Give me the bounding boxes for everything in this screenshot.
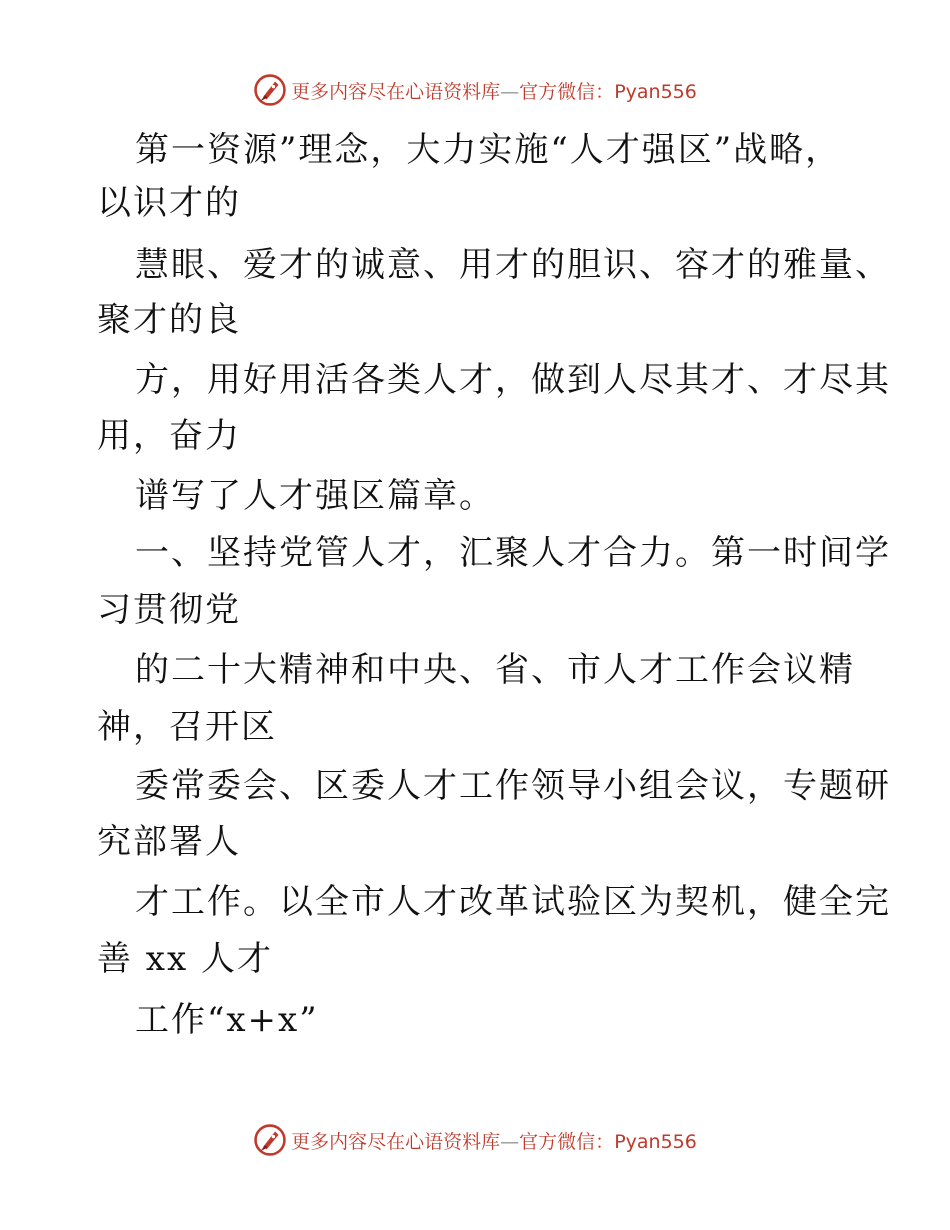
pen-nib-logo-icon [253, 1123, 287, 1157]
text-line: 聚才的良 [97, 300, 241, 340]
text-line: 用，奋力 [97, 416, 241, 456]
watermark-text: 更多内容尽在心语资料库—官方微信：Pyan556 [291, 1130, 697, 1153]
text-line: 神，召开区 [97, 707, 277, 747]
text-line: 以识才的 [97, 183, 241, 223]
text-line: 慧眼、爱才的诚意、用才的胆识、容才的雅量、 [135, 245, 891, 285]
pen-nib-logo-icon [253, 73, 287, 107]
text-line: 委常委会、区委人才工作领导小组会议，专题研 [135, 766, 891, 806]
text-line: 第一资源”理念，大力实施“人才强区”战略， [135, 130, 842, 170]
text-line: 工作“x+x” [135, 1000, 319, 1040]
text-line: 方，用好用活各类人才，做到人尽其才、才尽其 [135, 360, 891, 400]
text-line: 的二十大精神和中央、省、市人才工作会议精 [135, 650, 855, 690]
text-line: 一、坚持党管人才，汇聚人才合力。第一时间学 [135, 533, 891, 573]
watermark-text: 更多内容尽在心语资料库—官方微信：Pyan556 [291, 80, 697, 103]
text-line: 习贯彻党 [97, 590, 241, 630]
text-line: 究部署人 [97, 822, 241, 862]
footer-watermark [0, 1120, 950, 1160]
text-line: 善 xx 人才 [97, 939, 273, 979]
header-watermark [0, 70, 950, 110]
text-line: 才工作。以全市人才改革试验区为契机，健全完 [135, 882, 891, 922]
text-line: 谱写了人才强区篇章。 [135, 476, 495, 516]
